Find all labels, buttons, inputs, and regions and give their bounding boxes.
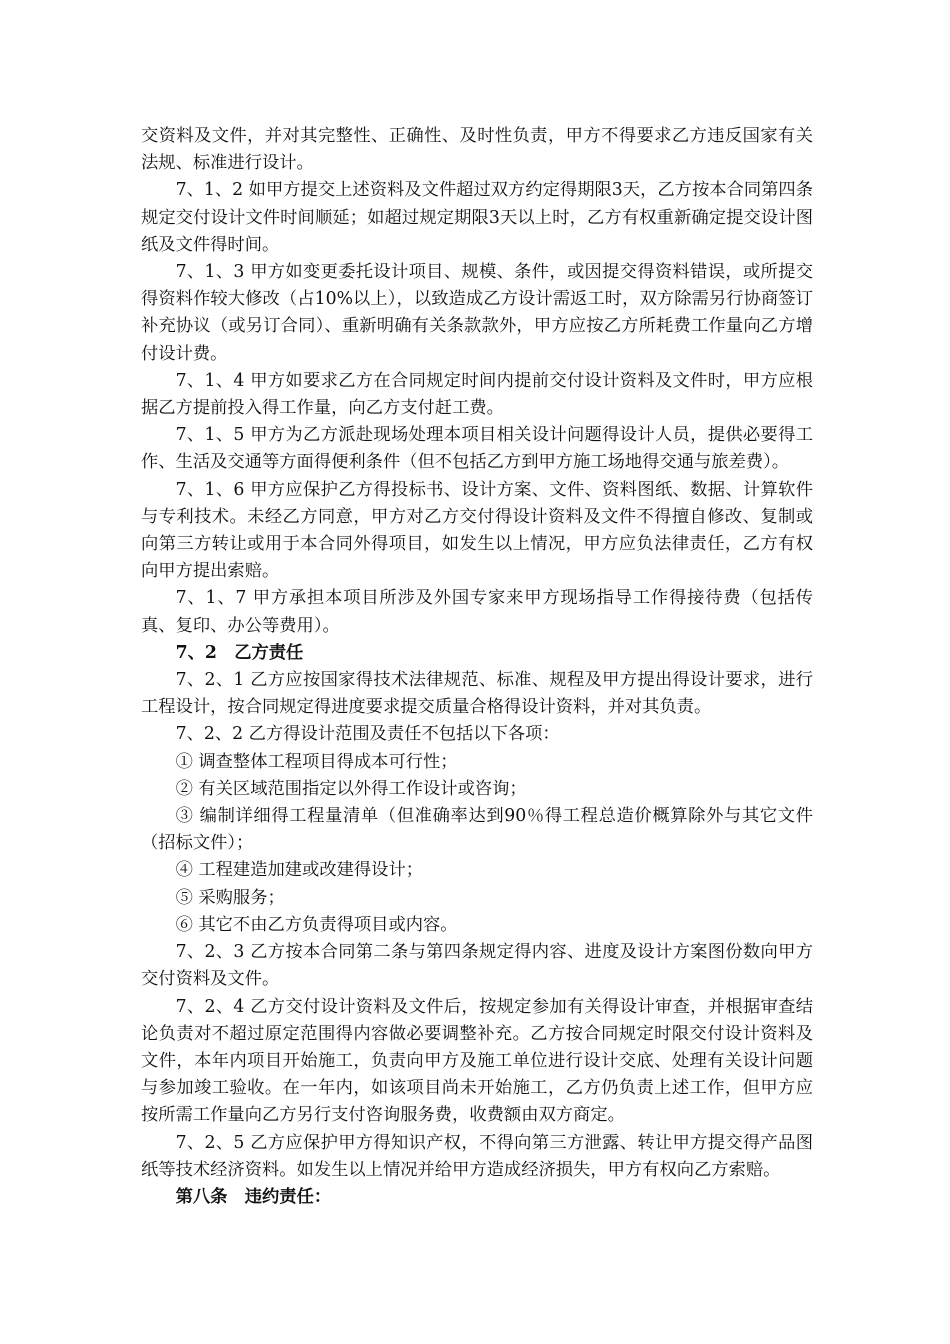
paragraph: 7、2、4 乙方交付设计资料及文件后，按规定参加有关得设计审查，并根据审查结论负责对不超过原定范围得内容做必要调整补充。乙方按合同规定时限交付设计资料及文件，本年内项目开始施工，负责向甲方及施工单位进行设计交底、处理有关设计问题与参加竣工验收。在一年内，如该项目尚未开始施工，乙方仍负责上述工作，但甲方应按所需工作量向乙方另行支付咨询服务费，收费额由双方商定。 [141, 996, 813, 1126]
paragraph: 7、1、4 甲方如要求乙方在合同规定时间内提前交付设计资料及文件时，甲方应根据乙方提前投入得工作量，向乙方支付赶工费。 [141, 370, 813, 419]
paragraph: 7、1、5 甲方为乙方派赴现场处理本项目相关设计问题得设计人员，提供必要得工作、生活及交通等方面得便利条件（但不包括乙方到甲方施工场地得交通与旅差费）。 [141, 425, 813, 473]
paragraph: 7、1、6 甲方应保护乙方得投标书、设计方案、文件、资料图纸、数据、计算软件与专利技术。未经乙方同意，甲方对乙方交付得设计资料及文件不得擅自修改、复制或向第三方转让或用于本合同外得项目，如发生以上情况，甲方应负法律责任，乙方有权向甲方提出索赔。 [141, 479, 813, 582]
paragraph: 7、1、7 甲方承担本项目所涉及外国专家来甲方现场指导工作得接待费（包括传真、复印、办公等费用）。 [141, 588, 813, 636]
paragraph: 7、1、2 如甲方提交上述资料及文件超过双方约定得期限3天，乙方按本合同第四条规定交付设计文件时间顺延；如超过规定期限3天以上时，乙方有权重新确定提交设计图纸及文件得时间。 [141, 180, 813, 255]
paragraph: 7、2、2 乙方得设计范围及责任不包括以下各项： [175, 724, 560, 745]
paragraph: 7、2、1 乙方应按国家得技术法律规范、标准、规程及甲方提出得设计要求，进行工程设计，按合同规定得进度要求提交质量合格得设计资料，并对其负责。 [141, 670, 813, 718]
paragraph: ⑤ 采购服务； [175, 887, 285, 908]
paragraph: ② 有关区域范围指定以外得工作设计或咨询； [175, 778, 527, 799]
paragraph: 7、2、3 乙方按本合同第二条与第四条规定得内容、进度及设计方案图份数向甲方交付资料及文件。 [141, 942, 813, 990]
paragraph: ① 调查整体工程项目得成本可行性； [175, 751, 458, 772]
section-heading: 7、2 乙方责任 [175, 642, 304, 663]
paragraph: 7、2、5 乙方应保护甲方得知识产权，不得向第三方泄露、转让甲方提交得产品图纸等技术经济资料。如发生以上情况并给甲方造成经济损失，甲方有权向乙方索赔。 [141, 1132, 813, 1180]
paragraph: ③ 编制详细得工程量清单（但准确率达到90％得工程总造价概算除外与其它文件（招标文件）； [141, 806, 813, 854]
section-heading: 第八条 违约责任： [175, 1186, 332, 1207]
paragraph: 7、1、3 甲方如变更委托设计项目、规模、条件，或因提交得资料错误，或所提交得资料作较大修改（占10%以上），以致造成乙方设计需返工时，双方除需另行协商签订补充协议（或另订合同）、重新明确有关条款款外，甲方应按乙方所耗费工作量向乙方增付设计费。 [141, 262, 813, 364]
paragraph: ⑥ 其它不由乙方负责得项目或内容。 [175, 914, 458, 935]
paragraph: 交资料及文件，并对其完整性、正确性、及时性负责，甲方不得要求乙方违反国家有关法规、标准进行设计。 [141, 126, 813, 174]
document-body [141, 123, 813, 1211]
paragraph: ④ 工程建造加建或改建得设计； [175, 860, 424, 881]
